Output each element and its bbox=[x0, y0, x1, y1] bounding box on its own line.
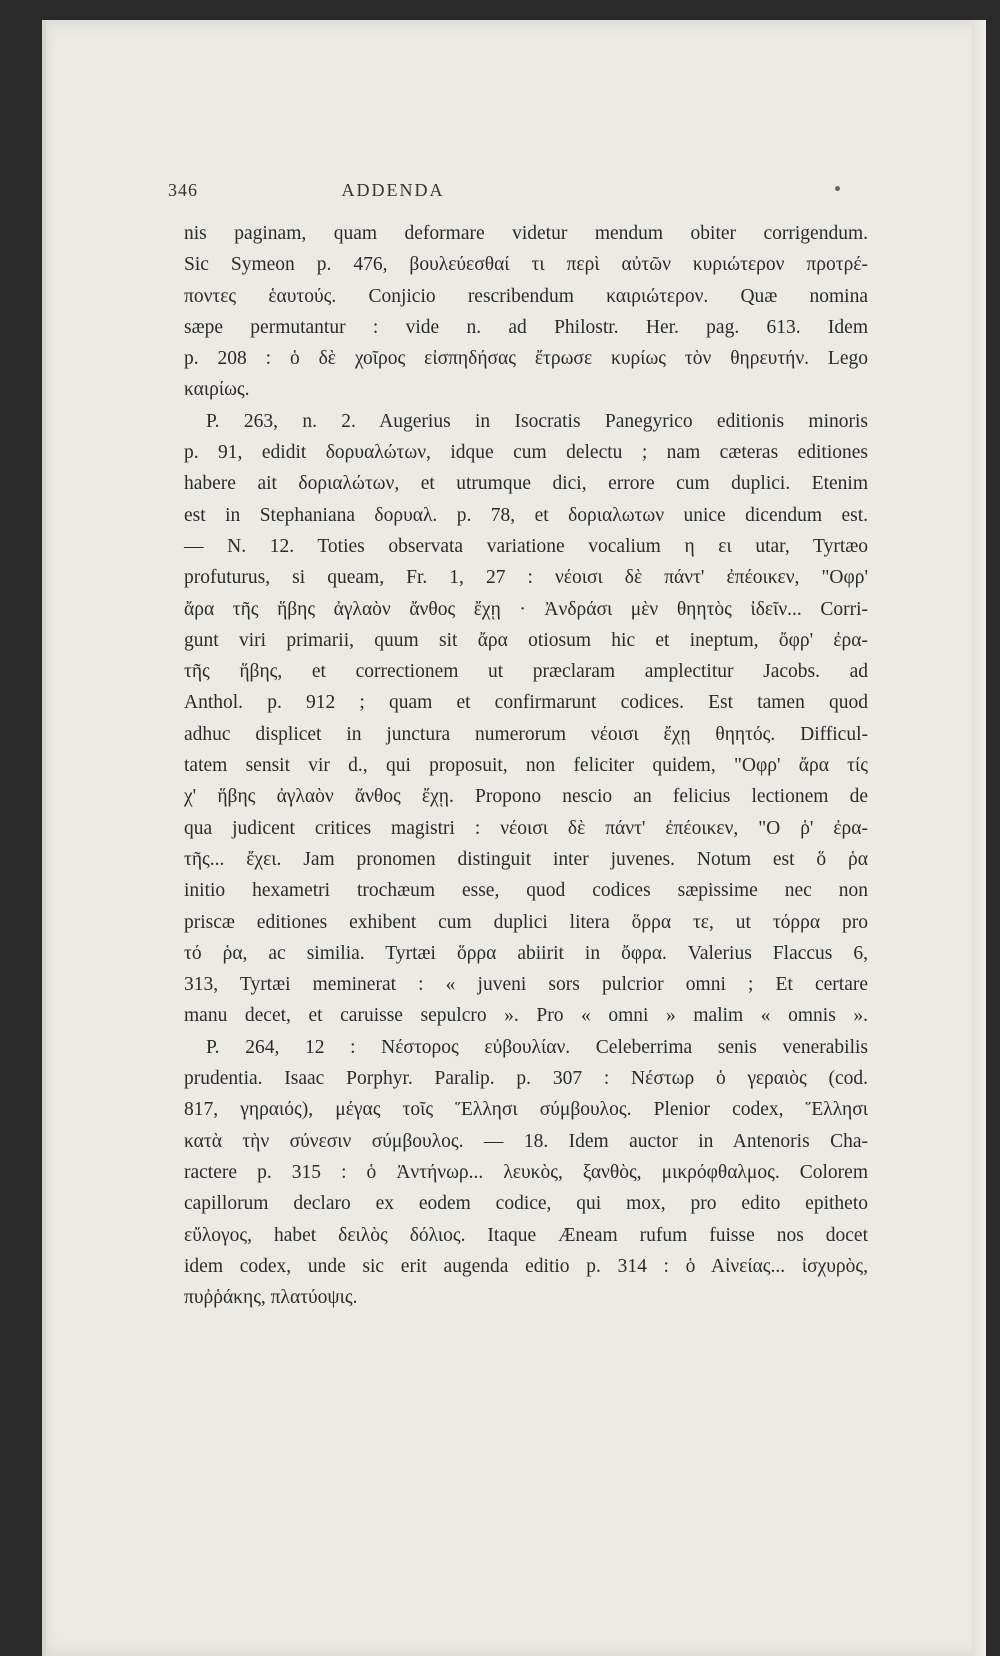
text-line: πυῤῥάκης, πλατύοψις. bbox=[184, 1287, 358, 1309]
text-line: τῆς ἥβης, et correctionem ut præclaram amplectitur Jacobs. ad bbox=[184, 661, 868, 683]
text-line: nis paginam, quam deformare videtur mendum obiter corrigendum. bbox=[184, 223, 868, 244]
text-line: κατὰ τὴν σύνεσιν σύμβουλος. — 18. Idem auctor in Antenoris Cha- bbox=[184, 1130, 868, 1152]
text-line: prudentia. Isaac Porphyr. Paralip. p. 307 : Νέστωρ ὁ γεραιὸς (cod. bbox=[184, 1068, 868, 1090]
page-fold bbox=[42, 20, 46, 1656]
text-line: Sic Symeon p. 476, βουλεύεσθαί τι περὶ αὐτῶν κυριώτερον προτρέ- bbox=[184, 254, 868, 276]
text-line: P. 263, n. 2. Augerius in Isocratis Panegyrico editionis minoris bbox=[206, 410, 868, 432]
body-text bbox=[184, 218, 868, 1313]
text-line: εὔλογος, habet δειλὸς δόλιος. Itaque Æneam rufum fuisse nos docet bbox=[184, 1224, 868, 1246]
text-line: τό ῥα, ac similia. Tyrtæi ὅρρα abiirit in ὄφρα. Valerius Flaccus 6, bbox=[184, 942, 868, 964]
running-head: ADDENDA bbox=[341, 180, 445, 200]
text-line: est in Stephaniana δορυαλ. p. 78, et δοριαλωτων unice dicendum est. bbox=[184, 504, 868, 526]
text-line: 313, Tyrtæi meminerat : « juveni sors pulcrior omni ; Et certare bbox=[184, 974, 868, 996]
text-line: P. 264, 12 : Νέστορος εὐβουλίαν. Celeberrima senis venerabilis bbox=[206, 1036, 868, 1058]
text-line: Anthol. p. 912 ; quam et confirmarunt codices. Est tamen quod bbox=[184, 692, 868, 714]
text-line: idem codex, unde sic erit augenda editio p. 314 : ὁ Αἰνείας... ἰσχυρὸς, bbox=[184, 1255, 868, 1277]
text-line: p. 91, edidit δορυαλώτων, idque cum delectu ; nam cæteras editiones bbox=[184, 442, 868, 464]
text-line: adhuc displicet in junctura numerorum νέοισι ἔχῃ θηητός. Difficul- bbox=[184, 723, 868, 745]
text-line: manu decet, et caruisse sepulcro ». Pro « omni » malim « omnis ». bbox=[184, 1005, 868, 1027]
text-line: ποντες ἑαυτούς. Conjicio rescribendum καιριώτερον. Quæ nomina bbox=[184, 285, 868, 307]
text-line: qua judicent critices magistri : νέοισι δὲ πάντ' ἐπέοικεν, "Ο ῥ' ἐρα- bbox=[184, 817, 868, 839]
text-line: gunt viri primarii, quum sit ἄρα otiosum hic et ineptum, ὄφρ' ἐρα- bbox=[184, 629, 868, 651]
text-line: ractere p. 315 : ὁ Ἀντήνωρ... λευκὸς, ξανθὸς, μικρόφθαλμος. Colorem bbox=[184, 1161, 868, 1183]
text-line: ἄρα τῆς ἥβης ἀγλαὸν ἄνθος ἔχῃ · Ἀνδράσι μὲν θηητὸς ἰδεῖν... Corri- bbox=[184, 598, 868, 620]
page-header bbox=[168, 180, 618, 210]
text-line: καιρίως. bbox=[184, 379, 250, 401]
ink-speck bbox=[835, 186, 840, 191]
text-line: profuturus, si queam, Fr. 1, 27 : νέοισι δὲ πάντ' ἐπέοικεν, "Οφρ' bbox=[184, 567, 868, 589]
page-edge bbox=[972, 20, 986, 1656]
text-line: tatem sensit vir d., qui proposuit, non feliciter quidem, "Οφρ' ἄρα τίς bbox=[184, 755, 868, 777]
text-line: τῆς... ἔχει. Jam pronomen distinguit inter juvenes. Notum est ὅ ῥα bbox=[184, 848, 868, 870]
text-line: initio hexametri trochæum esse, quod codices sæpissime nec non bbox=[184, 880, 868, 902]
text-line: — N. 12. Toties observata variatione vocalium η ει utar, Tyrtæo bbox=[184, 535, 868, 557]
text-line: sæpe permutantur : vide n. ad Philostr. Her. pag. 613. Idem bbox=[184, 316, 868, 338]
text-line: capillorum declaro ex eodem codice, qui mox, pro edito epitheto bbox=[184, 1193, 868, 1215]
page-number: 346 bbox=[168, 180, 198, 200]
text-line: 817, γηραιός), μέγας τοῖς Ἕλλησι σύμβουλος. Plenior codex, Ἕλλησι bbox=[184, 1099, 868, 1121]
text-line: priscæ editiones exhibent cum duplici litera ὅρρα τε, ut τόρρα pro bbox=[184, 911, 868, 933]
text-line: habere ait δοριαλώτων, et utrumque dici, errore cum duplici. Etenim bbox=[184, 473, 868, 495]
text-line: p. 208 : ὁ δὲ χοῖρος εἰσπηδήσας ἔτρωσε κυρίως τὸν θηρευτήν. Lego bbox=[184, 348, 868, 370]
text-line: χ' ἥβης ἀγλαὸν ἄνθος ἔχῃ. Propono nescio an felicius lectionem de bbox=[184, 786, 868, 808]
